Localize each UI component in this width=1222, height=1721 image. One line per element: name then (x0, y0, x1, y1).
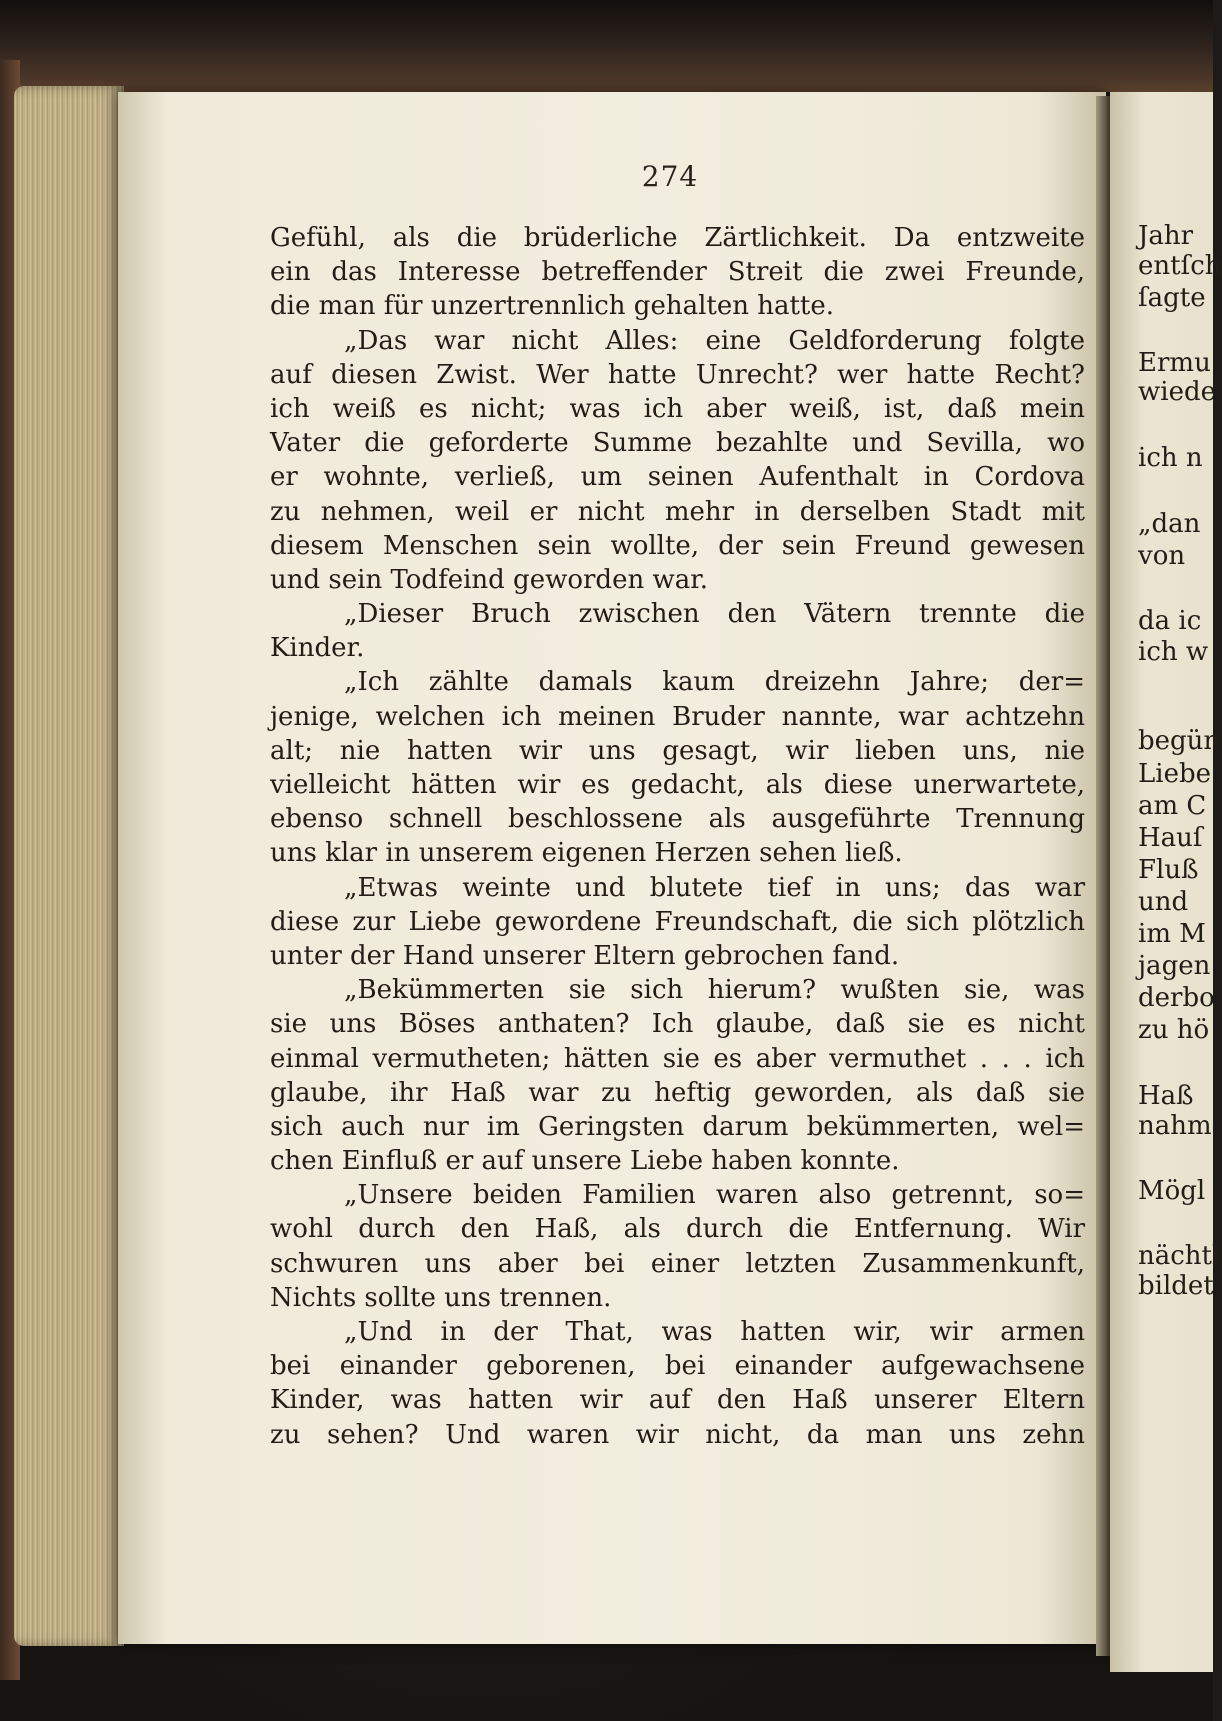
text-line: wohl durch den Haß, als durch die Entfernung. Wir (270, 1214, 1085, 1245)
facing-page-line: da ic (1138, 606, 1202, 636)
text-line: „Und in der That, was hatten wir, wir armen (344, 1317, 1085, 1347)
facing-page-line: nächtl (1138, 1241, 1221, 1271)
text-line: glaube, ihr Haß war zu heftig geworden, als daß sie (270, 1077, 1085, 1108)
facing-page-line: ich w (1138, 637, 1209, 667)
text-line: „Bekümmerten sie sich hierum? wußten sie, was (344, 975, 1085, 1006)
text-line: „Etwas weinte und blutete tief in uns; das war (344, 872, 1085, 903)
text-line: Nichts sollte uns trennen. (270, 1282, 612, 1313)
text-line: jenige, welchen ich meinen Bruder nannte, war achtzehn (270, 701, 1085, 732)
text-line: „Das war nicht Alles: eine Geldforderung folgte (344, 325, 1085, 356)
facing-page-line: Fluß (1138, 855, 1199, 885)
book-cover-top (0, 0, 1213, 92)
page-number: 274 (641, 160, 699, 193)
facing-page-line: derbo (1138, 983, 1215, 1013)
facing-page-line: im M (1138, 919, 1206, 949)
facing-page-line: Ermu (1138, 348, 1211, 378)
text-line: diese zur Liebe gewordene Freundschaft, die sich plötzlich (270, 906, 1085, 937)
facing-page-line: Jahr (1138, 221, 1194, 251)
text-line: er wohnte, verließ, um seinen Aufenthalt in Cordova (270, 462, 1085, 493)
facing-page-line: Hauſ (1138, 823, 1203, 853)
text-line: Kinder. (270, 633, 365, 664)
facing-page-line: am C (1138, 791, 1207, 821)
text-line: auf diesen Zwist. Wer hatte Unrecht? wer hatte Recht? (270, 359, 1085, 390)
facing-page-line: „dan (1138, 509, 1201, 539)
facing-page-line: Haß (1138, 1081, 1194, 1111)
text-line: „Ich zählte damals kaum dreizehn Jahre; der= (344, 667, 1085, 698)
text-line: zu nehmen, weil er nicht mehr in derselben Stadt mit (270, 496, 1085, 527)
text-line: bei einander geborenen, bei einander aufgewachsene (270, 1351, 1085, 1382)
facing-page-line: ſagte (1138, 283, 1206, 313)
text-line: „Dieser Bruch zwischen den Vätern trennte die (344, 599, 1085, 630)
facing-page-line: wiede (1138, 377, 1216, 407)
text-line: sich auch nur im Geringsten darum bekümmerten, wel= (270, 1111, 1085, 1142)
facing-page-line: und (1138, 887, 1189, 917)
facing-page-line: Mögl (1138, 1176, 1206, 1206)
page-body-text (270, 221, 1085, 1452)
text-line: ebenso schnell beschlossene als ausgeführte Trennung (270, 804, 1085, 835)
text-line: chen Einfluß er auf unsere Liebe haben konnte. (270, 1146, 900, 1177)
text-line: ein das Interesse betreffender Streit die zwei Freunde, (270, 257, 1085, 288)
text-line: Kinder, was hatten wir auf den Haß unserer Eltern (270, 1385, 1085, 1416)
text-line: einmal vermutheten; hätten sie es aber vermuthet . . . ich (270, 1043, 1085, 1074)
text-line: unter der Hand unserer Eltern gebrochen fand. (270, 940, 900, 971)
page-edges (14, 86, 124, 1646)
text-line: „Unsere beiden Familien waren also getrennt, so= (344, 1180, 1085, 1211)
text-line: die man für unzertrennlich gehalten hatte. (270, 291, 835, 322)
text-line: schwuren uns aber bei einer letzten Zusammenkunft, (270, 1248, 1085, 1279)
facing-page-line: Liebe (1138, 759, 1211, 789)
facing-page-line: von (1138, 541, 1186, 571)
text-line: diesem Menschen sein wollte, der sein Freund gewesen (270, 530, 1085, 561)
facing-page-line: zu hö (1138, 1015, 1210, 1045)
facing-page-line: bildet (1138, 1271, 1214, 1301)
text-line: sie uns Böses anthaten? Ich glaube, daß sie es nicht (270, 1009, 1085, 1040)
text-line: Vater die geforderte Summe bezahlte und Sevilla, wo (270, 428, 1085, 459)
text-line: alt; nie hatten wir uns gesagt, wir lieben uns, nie (270, 735, 1085, 766)
text-line: Gefühl, als die brüderliche Zärtlichkeit. Da entzweite (270, 223, 1085, 253)
facing-page-line: entſch (1138, 251, 1222, 281)
facing-page-line: nahm (1138, 1111, 1212, 1141)
text-line: zu sehen? Und waren wir nicht, da man uns zehn (270, 1419, 1085, 1450)
facing-page-line: begün (1138, 726, 1221, 756)
facing-page-line: ich n (1138, 443, 1203, 473)
text-line: uns klar in unserem eigenen Herzen sehen ließ. (270, 838, 903, 869)
text-line: und sein Todfeind geworden war. (270, 564, 709, 595)
facing-page-line: jagen (1138, 951, 1211, 981)
text-line: ich weiß es nicht; was ich aber weiß, ist, daß mein (270, 393, 1085, 424)
text-line: vielleicht hätten wir es gedacht, als diese unerwartete, (270, 770, 1085, 800)
